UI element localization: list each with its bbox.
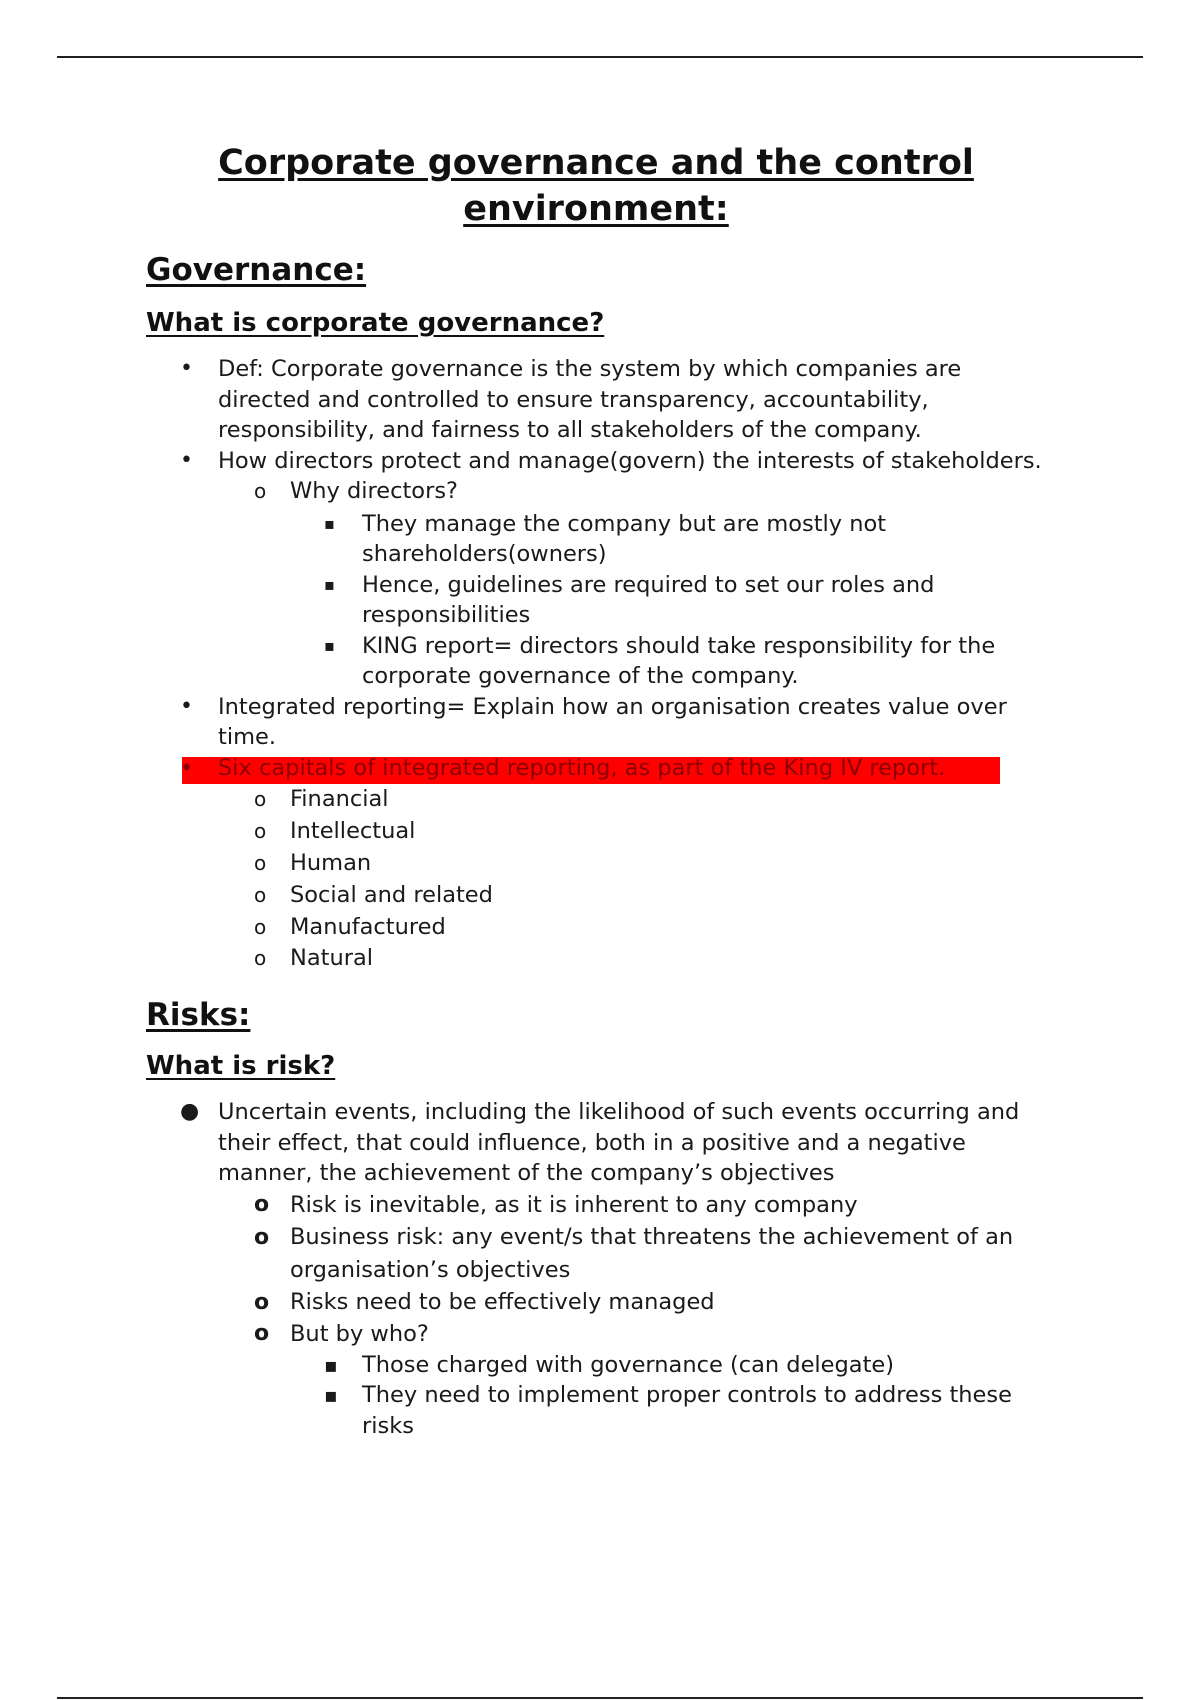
governance-heading: Governance: (146, 252, 367, 288)
capital-text: Natural (290, 945, 373, 971)
list-item (218, 476, 1046, 692)
why-point-text: Hence, guidelines are required to set our roles and responsibilities (362, 571, 935, 628)
list-item (218, 1221, 1046, 1287)
governance-subheading: What is corporate governance? (146, 308, 605, 338)
bullet-icon: • (180, 693, 193, 719)
risks-heading: Risks: (146, 997, 251, 1033)
list-item (218, 1287, 1046, 1318)
integrated-text: Integrated reporting= Explain how an organisation creates value over time. (218, 693, 1007, 750)
list-item (290, 631, 1046, 692)
bullet-icon: • (180, 356, 193, 381)
list-item (218, 879, 1046, 911)
circle-bullet-icon: o (254, 819, 267, 843)
circle-bullet-icon: o (254, 915, 267, 939)
document-body (146, 140, 1046, 1441)
how-text: How directors protect and manage(govern) the interests of stakeholders. (218, 447, 1042, 474)
list-item (218, 847, 1046, 879)
circle-bullet-icon: o (254, 787, 267, 811)
square-bullet-icon: ▪ (324, 1352, 338, 1377)
circle-bullet-icon: o (254, 851, 267, 875)
bullet-icon: • (180, 754, 194, 781)
bullet-icon: • (180, 447, 193, 473)
risk-point-text: Risks need to be effectively managed (290, 1288, 715, 1315)
list-item (218, 1189, 1046, 1221)
def-text: Def: Corporate governance is the system by which companies are directed and controlled to ensure transparency, accountability, responsibility, and fairness to all stakeholders of the company. (218, 356, 962, 443)
risk-point-text: But by who? (290, 1320, 429, 1347)
why-points-list (218, 509, 1046, 692)
square-bullet-icon: ▪ (324, 635, 335, 655)
risk-points-list (146, 1189, 1046, 1442)
risks-subheading: What is risk? (146, 1051, 336, 1081)
list-item (218, 911, 1046, 943)
circle-bullet-icon: o (254, 946, 267, 970)
list-item (290, 509, 1046, 570)
capital-text: Financial (290, 786, 389, 812)
capitals-list (146, 783, 1046, 973)
list-item (290, 570, 1046, 631)
list-item (146, 1097, 1046, 1441)
circle-bullet-icon: o (254, 883, 267, 907)
why-point-text: KING report= directors should take responsibility for the corporate governance of the company. (362, 632, 996, 689)
who-point-text: They need to implement proper controls to address these risks (362, 1382, 1012, 1439)
list-item (146, 354, 1046, 446)
risk-point-text: Risk is inevitable, as it is inherent to any company (290, 1191, 858, 1218)
square-bullet-icon: ▪ (324, 574, 335, 594)
risk-point-text: Business risk: any event/s that threatens the achievement of an organisation’s objectives (290, 1223, 1014, 1283)
circle-bullet-icon: o (254, 1191, 270, 1217)
list-item (290, 1380, 1046, 1441)
risks-list (146, 1097, 1046, 1441)
circle-bullet-icon: o (254, 479, 267, 503)
why-text: Why directors? (290, 478, 458, 504)
square-bullet-icon: ▪ (324, 1383, 338, 1407)
capital-text: Social and related (290, 882, 493, 908)
six-capitals-text: Six capitals of integrated reporting, as part of the King IV report. (218, 754, 946, 781)
why-list (146, 476, 1046, 692)
list-item (218, 1318, 1046, 1442)
list-item (146, 446, 1046, 692)
list-item (290, 1350, 1046, 1381)
governance-list (146, 354, 1046, 973)
circle-bullet-icon: o (254, 1289, 270, 1315)
who-point-text: Those charged with governance (can delegate) (362, 1351, 895, 1378)
list-item (146, 692, 1046, 753)
who-points-list (218, 1350, 1046, 1442)
circle-bullet-icon: o (254, 1320, 270, 1346)
header-rule (57, 56, 1143, 58)
footer-rule (57, 1697, 1143, 1699)
capital-text: Intellectual (290, 818, 416, 844)
uncertain-text: Uncertain events, including the likelihood of such events occurring and their effect, that could influence, both in a positive and a negative manner, the achievement of the company’s objectives (218, 1099, 1020, 1186)
list-item (218, 783, 1046, 815)
list-item-highlighted (146, 753, 1046, 974)
list-item (218, 943, 1046, 973)
capital-text: Manufactured (290, 914, 446, 940)
list-item (218, 815, 1046, 847)
circle-bullet-icon: o (254, 1224, 270, 1250)
document-title: Corporate governance and the control environment: (218, 143, 974, 229)
why-point-text: They manage the company but are mostly not shareholders(owners) (362, 510, 887, 567)
capital-text: Human (290, 850, 372, 876)
bullet-icon: ● (180, 1099, 200, 1124)
square-bullet-icon: ▪ (324, 513, 335, 533)
